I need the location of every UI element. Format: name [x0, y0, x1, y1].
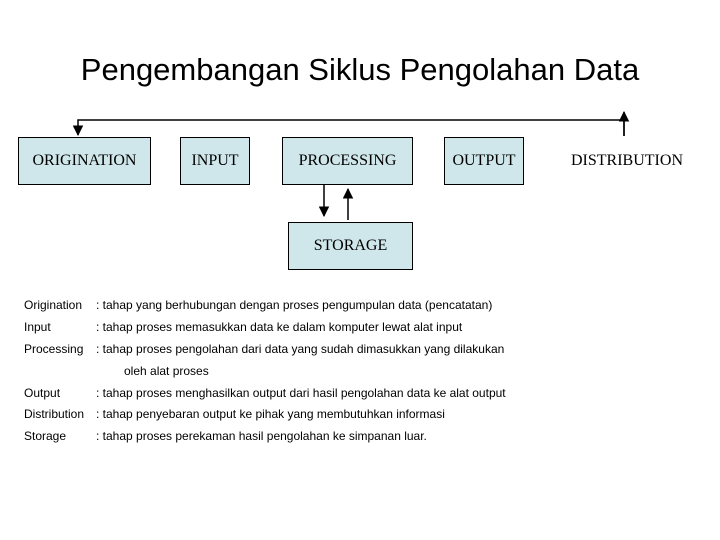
origination-box	[18, 137, 151, 185]
input-label: INPUT	[191, 152, 239, 169]
definition-term: Output	[24, 386, 61, 400]
definition-term: Distribution	[24, 407, 85, 421]
distribution-box	[554, 137, 700, 185]
processing-label: PROCESSING	[298, 152, 397, 169]
definition-desc: : tahap proses menghasilkan output dari hasil pengolahan data ke alat output	[96, 386, 506, 400]
distribution-label: DISTRIBUTION	[571, 152, 683, 169]
definitions-list	[24, 298, 624, 458]
output-box	[444, 137, 524, 185]
storage-label: STORAGE	[313, 237, 388, 254]
feedback-line	[78, 120, 624, 136]
definition-term: Origination	[24, 298, 83, 312]
definition-desc: : tahap proses memasukkan data ke dalam komputer lewat alat input	[96, 320, 463, 334]
definition-desc: : tahap penyebaran output ke pihak yang membutuhkan informasi	[96, 407, 445, 421]
page-title: Pengembangan Siklus Pengolahan Data	[80, 52, 640, 87]
input-box	[180, 137, 250, 185]
output-label: OUTPUT	[452, 152, 516, 169]
definition-desc-continued: oleh alat proses	[124, 364, 209, 378]
definition-term: Input	[24, 320, 51, 334]
definition-term: Storage	[24, 429, 67, 443]
storage-box	[288, 222, 413, 270]
definition-desc: : tahap yang berhubungan dengan proses pengumpulan data (pencatatan)	[96, 298, 493, 312]
definition-desc: : tahap proses pengolahan dari data yang sudah dimasukkan yang dilakukan	[96, 342, 505, 356]
origination-label: ORIGINATION	[32, 152, 137, 169]
definition-desc: : tahap proses perekaman hasil pengolahan ke simpanan luar.	[96, 429, 427, 443]
processing-box	[282, 137, 413, 185]
definition-term: Processing	[24, 342, 84, 356]
